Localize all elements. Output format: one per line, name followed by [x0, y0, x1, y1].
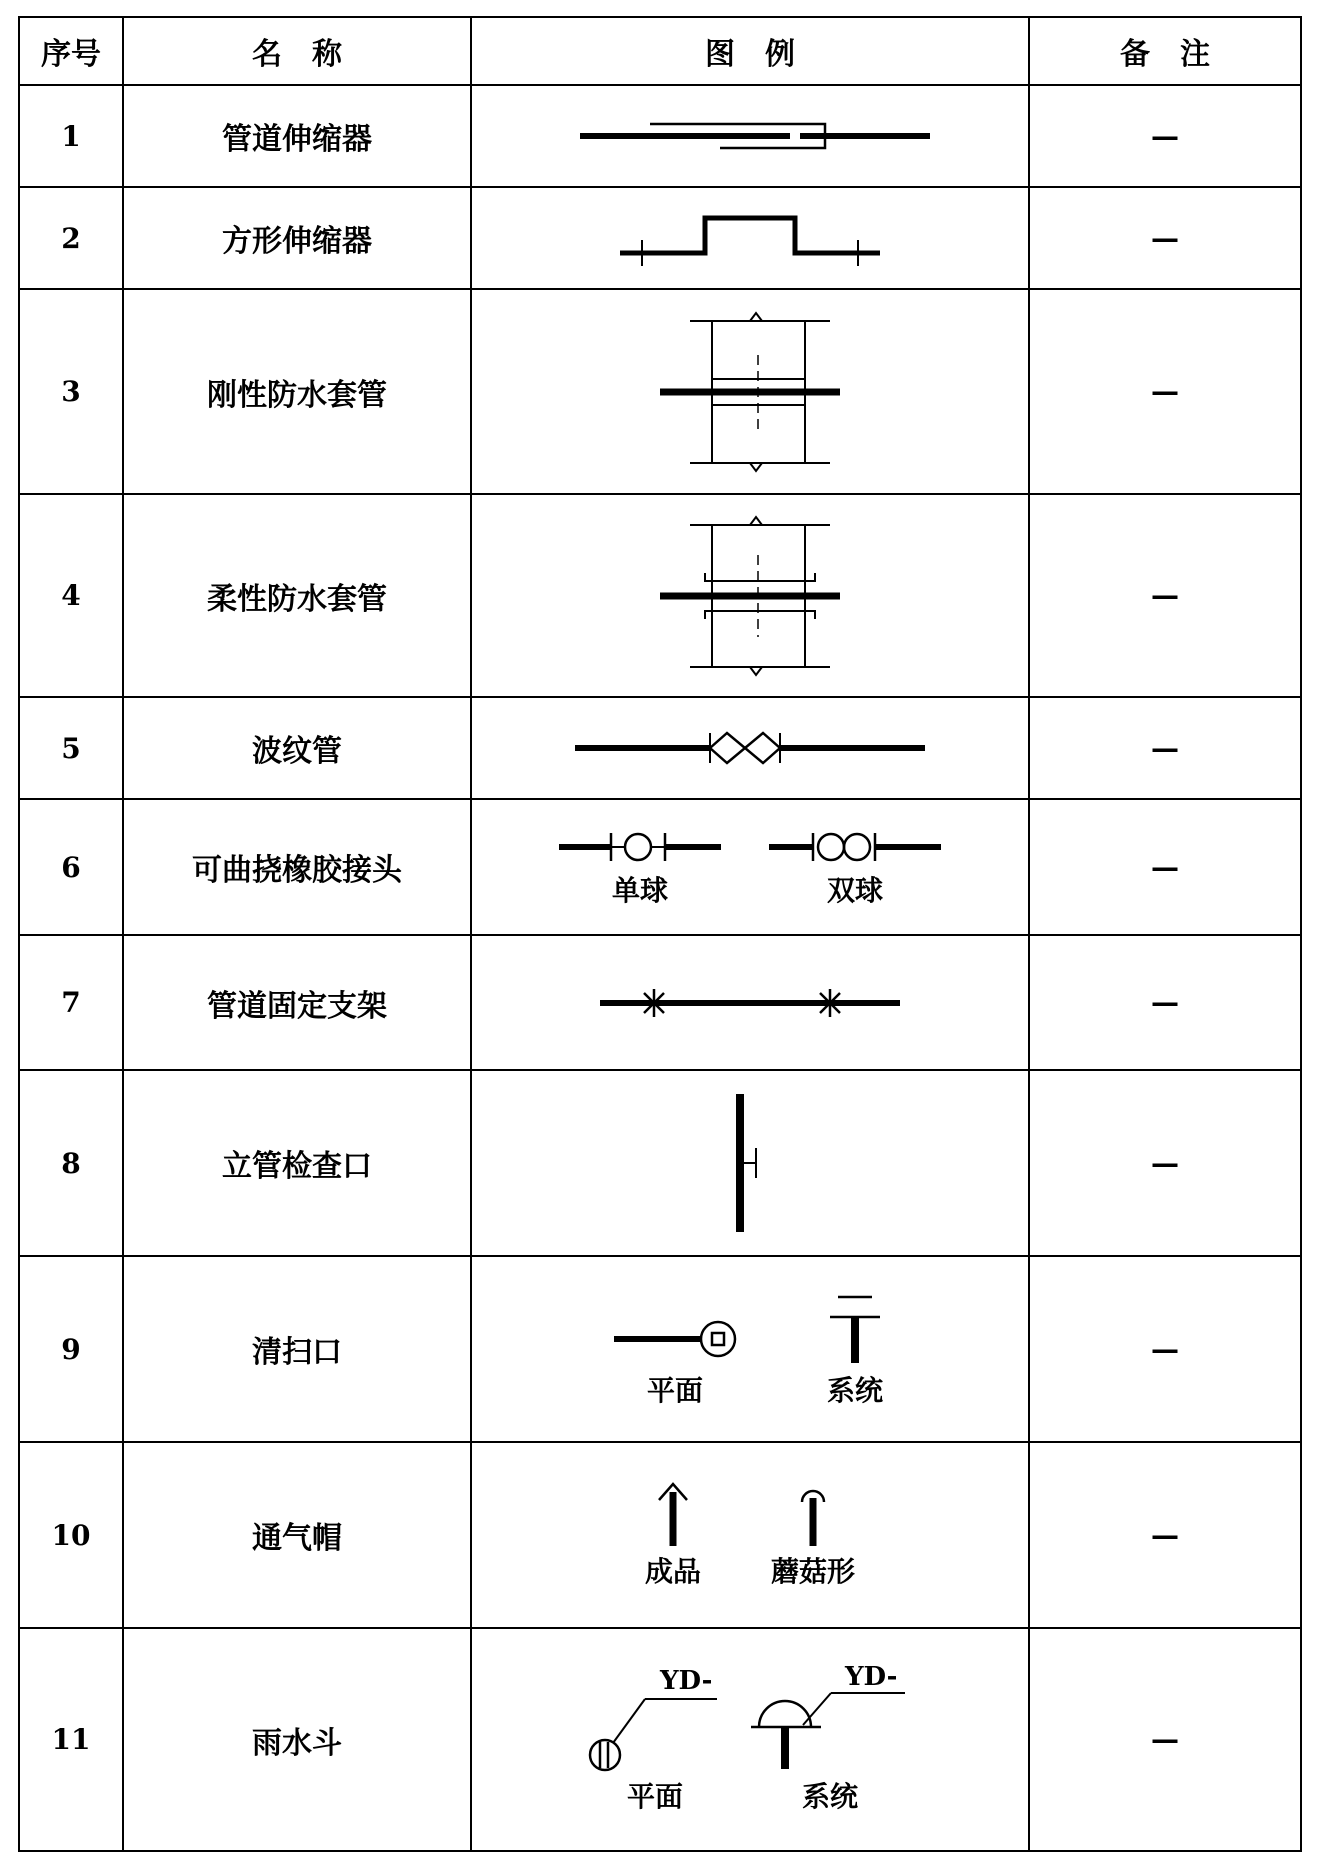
row-name: 方形伸缩器 — [123, 187, 471, 289]
caption-system: 系统 — [826, 1374, 883, 1407]
label-yd-system: YD- — [845, 1664, 898, 1692]
caption-mushroom: 蘑菇形 — [771, 1555, 856, 1588]
row-name: 刚性防水套管 — [123, 289, 471, 494]
row-symbol — [471, 85, 1029, 187]
single-ball-rubber-joint-symbol — [555, 825, 725, 869]
row-index: 1 — [19, 85, 123, 187]
row-symbol — [471, 289, 1029, 494]
row-name: 管道固定支架 — [123, 935, 471, 1070]
cleanout-system-symbol — [820, 1289, 890, 1369]
row-name: 清扫口 — [123, 1256, 471, 1442]
row-index: 8 — [19, 1070, 123, 1256]
row-symbol — [471, 1628, 1029, 1851]
caption-plan: 平面 — [646, 1374, 703, 1407]
fixed-pipe-support-symbol — [590, 981, 910, 1025]
table-row — [19, 85, 1301, 187]
square-expansion-joint-symbol — [610, 208, 890, 268]
row-note: — — [1029, 1070, 1301, 1256]
table-row — [19, 494, 1301, 697]
table-row — [19, 697, 1301, 799]
flexible-waterproof-casing-symbol — [650, 511, 850, 681]
row-note: — — [1029, 289, 1301, 494]
header-note: 备 注 — [1029, 17, 1301, 85]
row-note: — — [1029, 187, 1301, 289]
row-note: — — [1029, 1256, 1301, 1442]
row-symbol — [471, 1070, 1029, 1256]
row-symbol — [471, 799, 1029, 935]
row-name: 柔性防水套管 — [123, 494, 471, 697]
row-index: 11 — [19, 1628, 123, 1851]
row-name: 管道伸缩器 — [123, 85, 471, 187]
row-symbol — [471, 697, 1029, 799]
row-note: — — [1029, 494, 1301, 697]
bellows-pipe-symbol — [565, 723, 935, 773]
roof-drain-plan-symbol — [585, 1665, 725, 1775]
row-note: — — [1029, 935, 1301, 1070]
row-index: 9 — [19, 1256, 123, 1442]
caption-double-ball: 双球 — [826, 874, 883, 907]
label-yd-plan: YD- — [660, 1665, 713, 1696]
table-row — [19, 935, 1301, 1070]
header-row — [19, 17, 1301, 85]
header-legend: 图 例 — [471, 17, 1029, 85]
row-note: — — [1029, 799, 1301, 935]
rigid-waterproof-casing-symbol — [650, 307, 850, 477]
row-name: 雨水斗 — [123, 1628, 471, 1851]
table-row — [19, 1628, 1301, 1851]
roof-drain-system-symbol — [745, 1665, 915, 1775]
row-symbol — [471, 187, 1029, 289]
row-index: 10 — [19, 1442, 123, 1628]
table-row — [19, 1070, 1301, 1256]
row-name: 通气帽 — [123, 1442, 471, 1628]
table-row — [19, 289, 1301, 494]
caption-single-ball: 单球 — [611, 874, 668, 907]
riser-inspection-port-symbol — [720, 1088, 780, 1238]
row-note: — — [1029, 1628, 1301, 1851]
double-ball-rubber-joint-symbol — [765, 825, 945, 869]
row-note: — — [1029, 1442, 1301, 1628]
vent-cap-finished-symbol — [648, 1480, 698, 1550]
table-row — [19, 187, 1301, 289]
row-index: 7 — [19, 935, 123, 1070]
row-name: 立管检查口 — [123, 1070, 471, 1256]
row-symbol — [471, 1442, 1029, 1628]
row-symbol — [471, 1256, 1029, 1442]
caption-system: 系统 — [801, 1779, 858, 1813]
caption-plan: 平面 — [626, 1779, 683, 1813]
header-name: 名 称 — [123, 17, 471, 85]
table-row — [19, 1442, 1301, 1628]
row-note: — — [1029, 697, 1301, 799]
table-row — [19, 799, 1301, 935]
caption-finished: 成品 — [644, 1555, 701, 1588]
vent-cap-mushroom-symbol — [788, 1480, 838, 1550]
row-symbol — [471, 935, 1029, 1070]
row-note: — — [1029, 85, 1301, 187]
header-index: 序号 — [19, 17, 123, 85]
row-name: 可曲挠橡胶接头 — [123, 799, 471, 935]
row-symbol — [471, 494, 1029, 697]
row-index: 5 — [19, 697, 123, 799]
row-index: 2 — [19, 187, 123, 289]
legend-table — [18, 16, 1302, 1852]
row-index: 3 — [19, 289, 123, 494]
cleanout-plan-symbol — [610, 1309, 740, 1369]
pipe-expansion-joint-symbol — [560, 106, 940, 166]
row-name: 波纹管 — [123, 697, 471, 799]
row-index: 4 — [19, 494, 123, 697]
table-row — [19, 1256, 1301, 1442]
row-index: 6 — [19, 799, 123, 935]
